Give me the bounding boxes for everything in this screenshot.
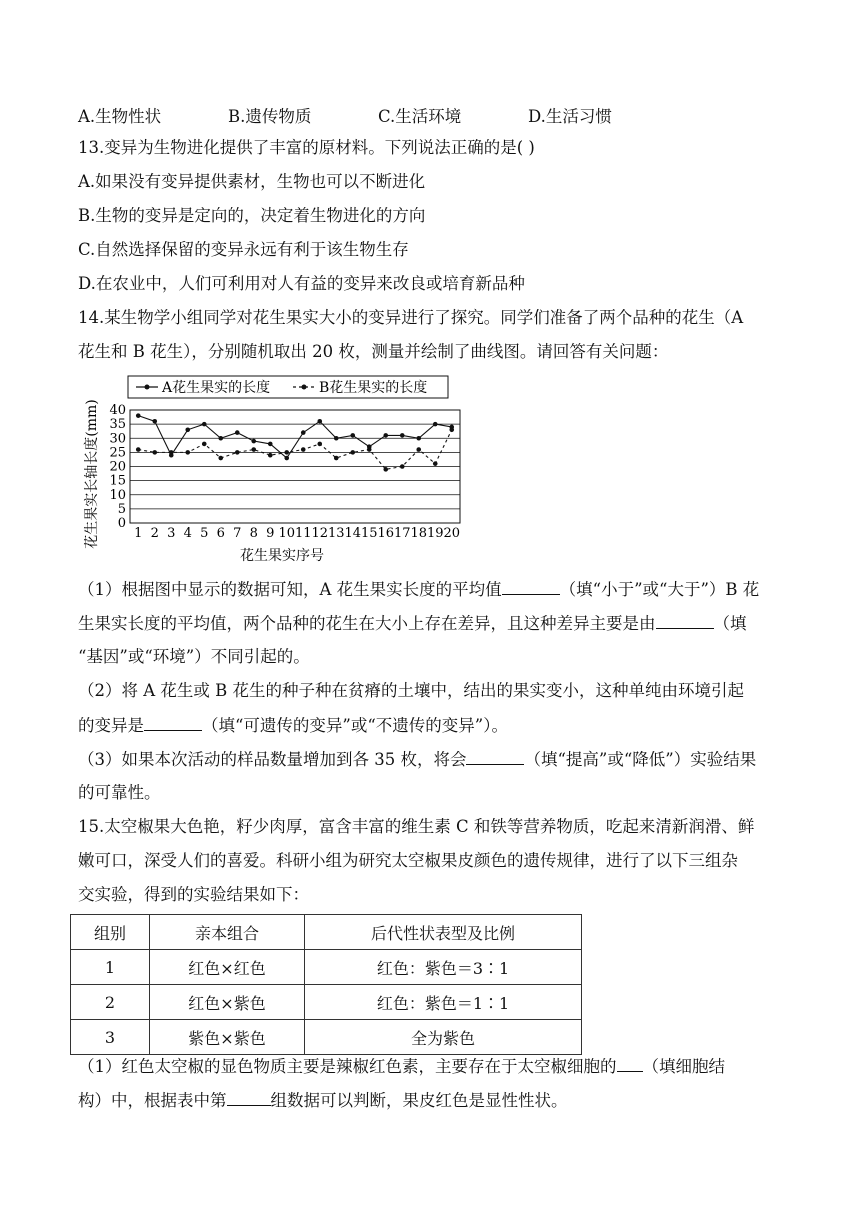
q13-option-d: D.在农业中，人们可利用对人有益的变异来改良或培育新品种	[78, 274, 525, 293]
data-point-b	[334, 456, 339, 461]
x-tick-label: 1	[134, 526, 143, 541]
data-point-a	[301, 430, 306, 435]
data-point-a	[317, 419, 322, 424]
x-tick-label: 15	[360, 526, 378, 541]
data-point-a	[235, 430, 240, 435]
table-row	[71, 985, 582, 1020]
legend-marker-a	[145, 385, 150, 390]
data-point-a	[433, 422, 438, 427]
x-tick-label: 7	[233, 526, 242, 541]
q14-part3-text-b: （填“提高”或“降低”）实验结果	[524, 750, 757, 769]
x-tick-label: 12	[311, 526, 329, 541]
q15-part1-line2	[78, 1089, 568, 1112]
chart-legend	[128, 376, 448, 398]
x-tick-label: 2	[150, 526, 159, 541]
x-tick-label: 9	[266, 526, 275, 541]
data-point-b	[185, 450, 190, 455]
data-point-a	[284, 456, 289, 461]
answer-blank[interactable]	[617, 1055, 643, 1072]
data-point-b	[416, 447, 421, 452]
x-tick-label: 10	[278, 526, 296, 541]
table-cell: 2	[71, 985, 150, 1020]
q14-part1-text-b: （填“小于”或“大于”）B 花	[559, 580, 760, 599]
q15-part1-text-c: 构）中，根据表中第	[78, 1091, 227, 1110]
data-point-b	[136, 447, 141, 452]
table-cell: 红色：紫色＝3∶1	[305, 950, 582, 985]
q14-part2-line1: （2）将 A 花生或 B 花生的种子种在贫瘠的土壤中，结出的果实变小，这种单纯由环境引起	[78, 681, 745, 700]
data-point-a	[218, 436, 223, 441]
cross-experiment-table	[70, 914, 582, 1055]
x-tick-label: 14	[344, 526, 362, 541]
q15-stem-line2: 嫩可口，深受人们的喜爱。科研小组为研究太空椒果皮颜色的遗传规律，进行了以下三组杂	[78, 851, 738, 870]
table-row	[71, 950, 582, 985]
q13-option-a: A.如果没有变异提供素材，生物也可以不断进化	[78, 172, 426, 191]
y-axis-label: 花生果实长轴长度(mm)	[84, 399, 100, 549]
data-point-b	[350, 450, 355, 455]
data-point-b	[169, 450, 174, 455]
q14-part1-line1	[78, 578, 759, 601]
x-tick-label: 8	[249, 526, 258, 541]
x-tick-label: 6	[216, 526, 225, 541]
data-point-a	[136, 413, 141, 418]
data-point-a	[185, 427, 190, 432]
q14-part2-line2	[78, 714, 508, 737]
series-line-a	[138, 416, 452, 458]
data-point-b	[202, 442, 207, 447]
q13-option-c: C.自然选择保留的变异永远有利于该生物生存	[78, 240, 409, 259]
x-tick-label: 3	[167, 526, 176, 541]
peanut-length-chart	[78, 374, 470, 564]
x-tick-label: 16	[377, 526, 395, 541]
y-tick-label: 10	[109, 487, 126, 503]
q12-option-a: A.生物性状	[78, 107, 162, 126]
data-point-b	[400, 464, 405, 469]
q15-part1-line1	[78, 1055, 725, 1078]
data-point-b	[317, 442, 322, 447]
data-point-b	[218, 456, 223, 461]
data-point-b	[433, 461, 438, 466]
q14-part1-line3: “基因”或“环境”）不同引起的。	[78, 647, 310, 666]
x-tick-label: 4	[183, 526, 192, 541]
q12-option-d: D.生活习惯	[528, 107, 612, 126]
data-point-b	[235, 450, 240, 455]
table-row	[71, 1020, 582, 1055]
y-tick-label: 5	[117, 501, 126, 517]
answer-blank[interactable]	[466, 748, 524, 765]
answer-blank[interactable]	[502, 578, 560, 595]
y-tick-label: 35	[109, 417, 126, 433]
table-header-parents: 亲本组合	[150, 915, 305, 950]
data-point-b	[383, 467, 388, 472]
data-point-a	[400, 433, 405, 438]
y-tick-label: 0	[117, 516, 126, 531]
table-cell: 红色×红色	[150, 950, 305, 985]
table-header-offspring: 后代性状表型及比例	[305, 915, 582, 950]
x-tick-label: 18	[410, 526, 428, 541]
q14-part3-text-a: （3）如果本次活动的样品数量增加到各 35 枚，将会	[78, 750, 467, 769]
x-axis-label: 花生果实序号	[240, 548, 324, 564]
data-point-b	[251, 447, 256, 452]
chart-grid	[130, 410, 460, 523]
answer-blank[interactable]	[144, 714, 202, 731]
data-point-a	[268, 442, 273, 447]
data-point-a	[383, 433, 388, 438]
table-header-group: 组别	[71, 915, 150, 950]
q14-stem-line1: 14.某生物学小组同学对花生果实大小的变异进行了探究。同学们准备了两个品种的花生（A	[78, 308, 744, 327]
q15-part1-text-b: （填细胞结	[642, 1057, 725, 1076]
q14-part1-line2	[78, 612, 747, 635]
data-point-a	[152, 419, 157, 424]
x-tick-label: 5	[200, 526, 209, 541]
x-tick-label: 13	[327, 526, 345, 541]
q12-option-c: C.生活环境	[378, 107, 462, 126]
table-cell: 1	[71, 950, 150, 985]
q13-option-b: B.生物的变异是定向的，决定着生物进化的方向	[78, 206, 426, 225]
x-tick-label: 17	[393, 526, 411, 541]
table-cell: 3	[71, 1020, 150, 1055]
data-point-a	[416, 436, 421, 441]
data-point-b	[268, 453, 273, 458]
q14-part3-line1	[78, 748, 756, 771]
legend-marker-b	[302, 385, 307, 390]
chart-series	[136, 413, 454, 471]
q13-stem: 13.变异为生物进化提供了丰富的原材料。下列说法正确的是( )	[78, 138, 535, 157]
data-point-b	[284, 450, 289, 455]
q14-stem-line2: 花生和 B 花生），分别随机取出 20 枚，测量并绘制了曲线图。请回答有关问题：	[78, 342, 669, 361]
y-tick-label: 15	[109, 473, 126, 489]
q12-option-b: B.遗传物质	[228, 107, 312, 126]
q15-stem-line3: 交实验，得到的实验结果如下：	[78, 885, 309, 904]
q15-stem-line1: 15.太空椒果大色艳，籽少肉厚，富含丰富的维生素 C 和铁等营养物质，吃起来清新润滑、鲜	[78, 817, 755, 836]
y-tick-labels	[109, 403, 126, 531]
answer-blank[interactable]	[656, 612, 714, 629]
y-tick-label: 25	[109, 445, 126, 461]
table-cell: 红色：紫色＝1∶1	[305, 985, 582, 1020]
x-tick-labels	[134, 526, 460, 541]
data-point-b	[367, 447, 372, 452]
y-tick-label: 30	[109, 431, 126, 447]
q14-part1-text-a: （1）根据图中显示的数据可知，A 花生果实长度的平均值	[78, 580, 502, 599]
q14-part1-text-d: （填	[713, 614, 747, 633]
data-point-a	[350, 433, 355, 438]
x-tick-label: 19	[426, 526, 444, 541]
q15-part1-text-a: （1）红色太空椒的显色物质主要是辣椒红色素，主要存在于太空椒细胞的	[78, 1057, 617, 1076]
q14-part2-text-c: （填“可遗传的变异”或“不遗传的变异”）。	[202, 716, 508, 735]
y-tick-label: 40	[109, 403, 126, 418]
data-point-a	[334, 436, 339, 441]
y-tick-label: 20	[109, 459, 126, 475]
table-header-row	[71, 915, 582, 950]
table-cell: 紫色×紫色	[150, 1020, 305, 1055]
q15-part1-text-d: 组数据可以判断，果皮红色是显性性状。	[270, 1091, 568, 1110]
table-cell: 红色×紫色	[150, 985, 305, 1020]
q14-part1-text-c: 生果实长度的平均值，两个品种的花生在大小上存在差异，且这种差异主要是由	[78, 614, 656, 633]
table-cell: 全为紫色	[305, 1020, 582, 1055]
data-point-b	[301, 447, 306, 452]
x-tick-label: 20	[443, 526, 461, 541]
x-tick-label: 11	[294, 526, 312, 541]
data-point-a	[202, 422, 207, 427]
q14-part2-text-b: 的变异是	[78, 716, 144, 735]
q14-part3-line2: 的可靠性。	[78, 783, 161, 802]
answer-blank[interactable]	[227, 1089, 271, 1106]
legend-label-a: A花生果实的长度	[162, 380, 271, 396]
legend-label-b: B花生果实的长度	[319, 380, 428, 396]
data-point-b	[152, 450, 157, 455]
data-point-b	[449, 427, 454, 432]
data-point-a	[251, 439, 256, 444]
